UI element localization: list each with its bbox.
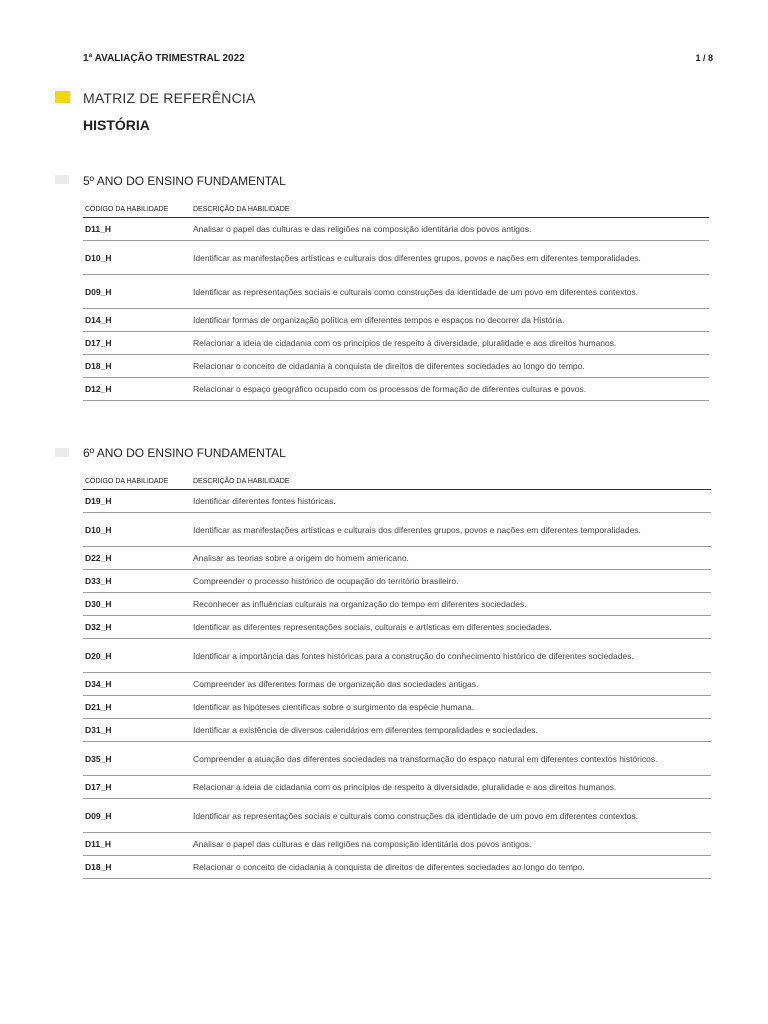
section-marker-icon <box>55 448 69 457</box>
table-row <box>83 616 711 639</box>
table-row <box>83 719 711 742</box>
skill-code: D20_H <box>83 639 193 673</box>
skill-description: Relacionar o conceito de cidadania à conquista de direitos de diferentes sociedades ao longo do tempo. <box>193 355 709 378</box>
skill-description: Identificar as manifestações artísticas e culturais dos diferentes grupos, povos e nações em diferentes temporalidades. <box>193 513 711 547</box>
skill-code: D18_H <box>83 355 193 378</box>
skill-code: D11_H <box>83 218 193 241</box>
skill-code: D30_H <box>83 593 193 616</box>
page-number: 1 / 8 <box>695 53 713 63</box>
skill-code: D09_H <box>83 799 193 833</box>
table-row <box>83 513 711 547</box>
skill-description: Relacionar a ideia de cidadania com os princípios de respeito à diversidade, pluralidade e aos direitos humanos. <box>193 776 711 799</box>
skill-description: Reconhecer as influências culturais na organização do tempo em diferentes sociedades. <box>193 593 711 616</box>
table-row <box>83 241 709 275</box>
section-title: 6º ANO DO ENSINO FUNDAMENTAL <box>83 446 286 460</box>
skill-description: Identificar as hipóteses científicas sobre o surgimento da espécie humana. <box>193 696 711 719</box>
column-header-code: CÓDIGO DA HABILIDADE <box>83 203 193 218</box>
skill-description: Compreender a atuação das diferentes sociedades na transformação do espaço natural em diferentes contextos históricos. <box>193 742 711 776</box>
skill-code: D10_H <box>83 241 193 275</box>
skill-code: D17_H <box>83 332 193 355</box>
table-row <box>83 799 711 833</box>
skill-description: Relacionar a ideia de cidadania com os princípios de respeito à diversidade, pluralidade e aos direitos humanos. <box>193 332 709 355</box>
table-row <box>83 742 711 776</box>
skill-code: D17_H <box>83 776 193 799</box>
table-row <box>83 696 711 719</box>
subject-title: HISTÓRIA <box>83 117 150 133</box>
table-row <box>83 218 709 241</box>
skill-code: D14_H <box>83 309 193 332</box>
skill-description: Identificar a importância das fontes históricas para a construção do conhecimento histórico de diferentes sociedades. <box>193 639 711 673</box>
skill-code: D18_H <box>83 856 193 879</box>
skill-description: Identificar as diferentes representações sociais, culturais e artísticas em diferentes sociedades. <box>193 616 711 639</box>
reference-title: MATRIZ DE REFERÊNCIA <box>83 90 256 106</box>
skill-description: Identificar diferentes fontes históricas. <box>193 490 711 513</box>
skill-code: D34_H <box>83 673 193 696</box>
table-row <box>83 833 711 856</box>
table-row <box>83 856 711 879</box>
table-row <box>83 490 711 513</box>
skill-description: Relacionar o conceito de cidadania à conquista de direitos de diferentes sociedades ao longo do tempo. <box>193 856 711 879</box>
table-row <box>83 275 709 309</box>
column-header-description: DESCRIÇÃO DA HABILIDADE <box>193 203 709 218</box>
table-row <box>83 378 709 401</box>
skill-code: D21_H <box>83 696 193 719</box>
table-row <box>83 639 711 673</box>
table-row <box>83 309 709 332</box>
skill-description: Identificar as representações sociais e culturais como construções da identidade de um povo em diferentes contextos. <box>193 275 709 309</box>
table-row <box>83 355 709 378</box>
table-row <box>83 547 711 570</box>
skill-description: Compreender as diferentes formas de organização das sociedades antigas. <box>193 673 711 696</box>
section-marker-icon <box>55 175 69 184</box>
skill-code: D33_H <box>83 570 193 593</box>
table-header-row <box>83 203 709 218</box>
skill-description: Compreender o processo histórico de ocupação do território brasileiro. <box>193 570 711 593</box>
skill-description: Analisar o papel das culturas e das religiões na composição identitária dos povos antigos. <box>193 833 711 856</box>
skill-description: Analisar o papel das culturas e das religiões na composição identitária dos povos antigos. <box>193 218 709 241</box>
skill-code: D31_H <box>83 719 193 742</box>
table-row <box>83 673 711 696</box>
skill-code: D35_H <box>83 742 193 776</box>
table-row <box>83 332 709 355</box>
skill-code: D12_H <box>83 378 193 401</box>
skill-code: D09_H <box>83 275 193 309</box>
column-header-code: CÓDIGO DA HABILIDADE <box>83 475 193 490</box>
skill-description: Identificar as manifestações artísticas e culturais dos diferentes grupos, povos e nações em diferentes temporalidades. <box>193 241 709 275</box>
assessment-title: 1ª AVALIAÇÃO TRIMESTRAL 2022 <box>83 53 245 64</box>
section-title: 5º ANO DO ENSINO FUNDAMENTAL <box>83 174 286 188</box>
column-header-description: DESCRIÇÃO DA HABILIDADE <box>193 475 711 490</box>
yellow-marker-icon <box>55 91 70 103</box>
skill-code: D32_H <box>83 616 193 639</box>
table-row <box>83 593 711 616</box>
table-header-row <box>83 475 711 490</box>
skill-code: D19_H <box>83 490 193 513</box>
skill-description: Identificar a existência de diversos calendários em diferentes temporalidades e sociedades. <box>193 719 711 742</box>
skills-table <box>83 203 709 401</box>
skill-code: D10_H <box>83 513 193 547</box>
table-row <box>83 570 711 593</box>
skill-description: Relacionar o espaço geográfico ocupado com os processos de formação de diferentes culturas e povos. <box>193 378 709 401</box>
skill-description: Analisar as teorias sobre a origem do homem americano. <box>193 547 711 570</box>
skill-code: D11_H <box>83 833 193 856</box>
skill-code: D22_H <box>83 547 193 570</box>
skill-description: Identificar as representações sociais e culturais como construções da identidade de um povo em diferentes contextos. <box>193 799 711 833</box>
skills-table <box>83 475 711 879</box>
skill-description: Identificar formas de organização política em diferentes tempos e espaços no decorrer da História. <box>193 309 709 332</box>
table-row <box>83 776 711 799</box>
